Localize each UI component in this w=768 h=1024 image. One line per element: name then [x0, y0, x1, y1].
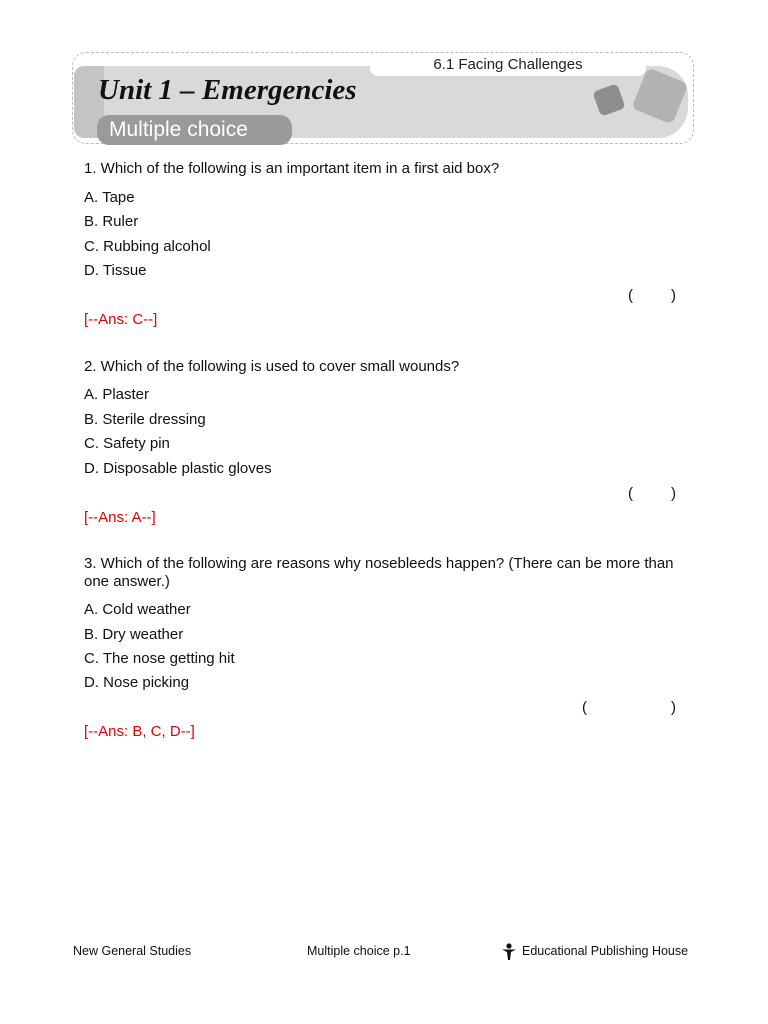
footer-page-label: Multiple choice p.1: [307, 944, 411, 958]
question-1-answer-blank-open: (: [628, 287, 633, 304]
question-3-option-a: A. Cold weather: [84, 601, 191, 618]
question-2-option-c: C. Safety pin: [84, 435, 170, 452]
question-3-text: 3. Which of the following are reasons why nosebleeds happen? (There can be more than one answer.): [84, 555, 674, 590]
question-1-option-b: B. Ruler: [84, 213, 139, 230]
question-3-option-b: B. Dry weather: [84, 626, 184, 643]
question-2-text: 2. Which of the following is used to cover small wounds?: [84, 358, 460, 375]
question-1-text: 1. Which of the following is an important item in a first aid box?: [84, 160, 500, 177]
question-2-option-b: B. Sterile dressing: [84, 411, 206, 428]
section-label: 6.1 Facing Challenges: [370, 54, 646, 76]
question-3-option-d: D. Nose picking: [84, 674, 190, 691]
question-3-answer-blank-close: ): [671, 699, 676, 716]
question-3-answer: [--Ans: B, C, D--]: [84, 723, 195, 740]
question-2-answer: [--Ans: A--]: [84, 509, 156, 526]
question-3-option-c: C. The nose getting hit: [84, 650, 235, 667]
question-1-option-a: A. Tape: [84, 189, 135, 206]
question-3-answer-blank-open: (: [582, 699, 587, 716]
question-2-option-d: D. Disposable plastic gloves: [84, 460, 272, 477]
footer-series-name: New General Studies: [73, 944, 192, 958]
question-1-answer-blank-close: ): [671, 287, 676, 304]
question-1-answer: [--Ans: C--]: [84, 311, 158, 328]
question-2-option-a: A. Plaster: [84, 386, 150, 403]
unit-title: Unit 1 – Emergencies: [98, 74, 357, 106]
section-subtitle: Multiple choice: [97, 115, 292, 145]
question-1-option-d: D. Tissue: [84, 262, 147, 279]
question-2-answer-blank-close: ): [671, 485, 676, 502]
question-2-answer-blank-open: (: [628, 485, 633, 502]
publisher-logo-icon: [502, 943, 516, 961]
question-1-option-c: C. Rubbing alcohol: [84, 238, 211, 255]
footer-publisher-name: Educational Publishing House: [522, 944, 689, 958]
